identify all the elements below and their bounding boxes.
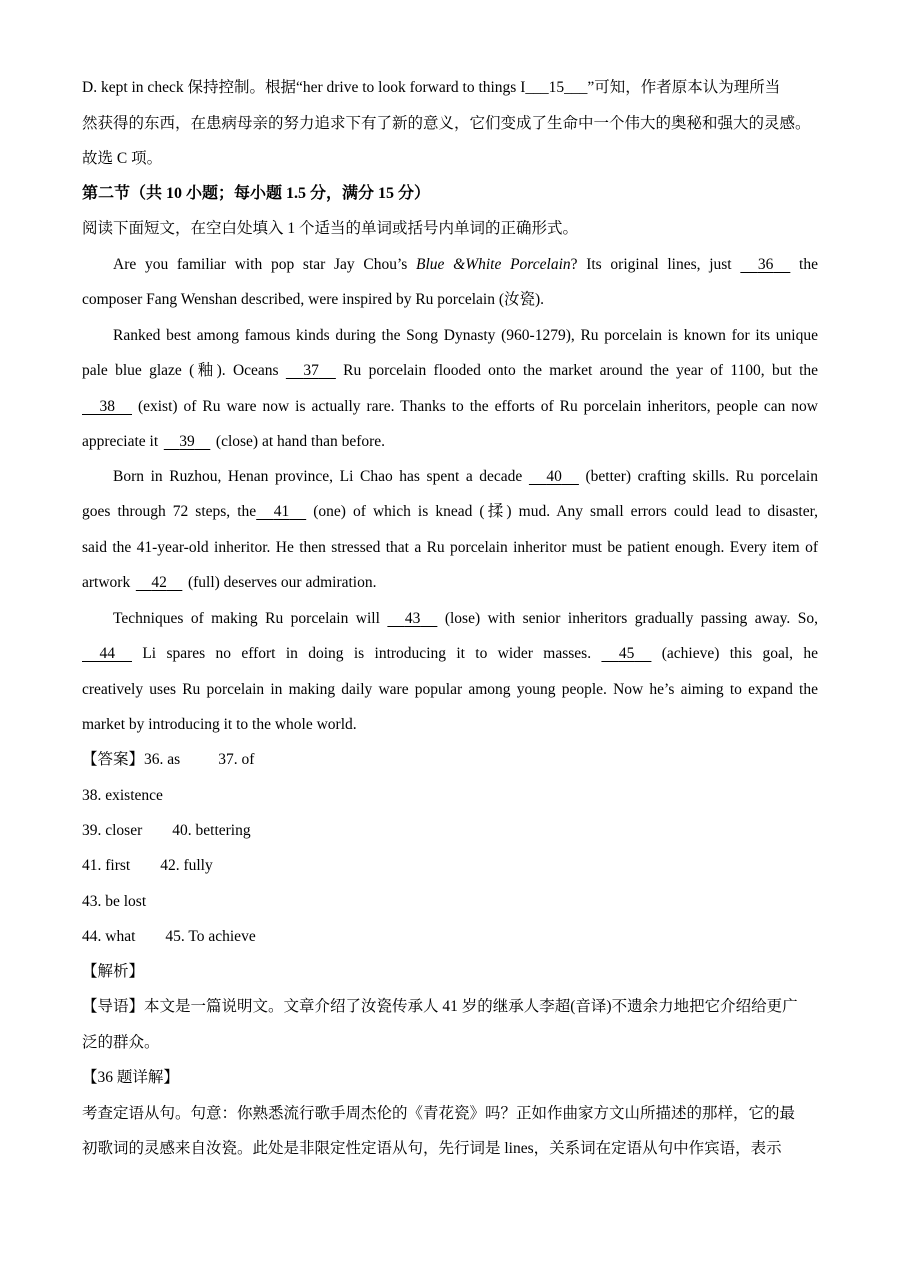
passage-p1-line-1 (113, 255, 818, 275)
q36-line-2: 初歌词的灵感来自汝瓷。此处是非限定性定语从句，先行词是 lines，关系词在定语从句中作宾语，表示 (82, 1140, 782, 1157)
blank-36: 36 (757, 256, 774, 273)
answers-line-39-40 (82, 821, 251, 841)
q36-label: 【36 题详解】 (82, 1069, 179, 1086)
blank-44: 44 (99, 645, 115, 662)
section-instruction: 阅读下面短文，在空白处填入 1 个适当的单词或括号内单词的正确形式。 (82, 220, 579, 237)
passage-p2-line-2 (82, 361, 818, 381)
blank-43: 43 (404, 610, 421, 627)
answer-44: 44. what (82, 928, 136, 945)
passage-text: Techniques of making Ru porcelain will (113, 610, 388, 627)
blank-39: 39 (179, 433, 195, 450)
passage-text: (full) deserves our admiration. (184, 574, 377, 591)
answer-42: 42. fully (160, 857, 213, 874)
answer-40: 40. bettering (172, 822, 251, 839)
passage-p2-line-1: Ranked best among famous kinds during the Song Dynasty (960-1279), Ru porcelain is known for its unique (113, 327, 818, 344)
guide-line-1: 【导语】本文是一篇说明文。文章介绍了汝瓷传承人 41 岁的继承人李超(音译)不遗余力地把它介绍给更广 (82, 998, 798, 1015)
passage-p4-line-1 (113, 609, 818, 629)
analysis-line-1 (82, 78, 780, 98)
passage-p1-line-2: composer Fang Wenshan described, were inspired by Ru porcelain (汝瓷). (82, 291, 545, 308)
answer-39: 39. closer (82, 822, 143, 839)
passage-text: (achieve) this goal, he (651, 645, 818, 662)
analysis-line-3: 故选 C 项。 (82, 150, 163, 167)
answers-line-44-45 (82, 927, 256, 947)
passage-text: (close) at hand than before. (212, 433, 386, 450)
passage-p2-line-4 (82, 432, 385, 452)
passage-p2-line-3 (82, 397, 818, 417)
blank-15: ___15___ (525, 79, 588, 96)
passage-p3-line-1 (113, 467, 818, 487)
answer-45: 45. To achieve (165, 928, 256, 945)
answer-36: 36. as (144, 751, 181, 768)
answers-line-1 (82, 750, 254, 770)
passage-text: (lose) with senior inheritors gradually passing away. So, (437, 610, 818, 627)
answer-37: 37. of (218, 751, 255, 768)
passage-text: Li spares no effort in doing is introducing it to wider masses. (132, 645, 602, 662)
passage-text: (exist) of Ru ware now is actually rare. Thanks to the efforts of Ru porcelain inheritors, people can now (132, 398, 818, 415)
analysis-text: ”可知，作者原本认为理所当 (587, 79, 781, 96)
passage-text: pale blue glaze (釉). Oceans (82, 362, 286, 379)
blank-37: 37 (303, 362, 319, 379)
guide-line-2: 泛的群众。 (82, 1034, 160, 1051)
analysis-line-2: 然获得的东西，在患病母亲的努力追求下有了新的意义，它们变成了生命中一个伟大的奥秘和强大的灵感。 (82, 115, 811, 132)
q36-line-1: 考查定语从句。句意：你熟悉流行歌手周杰伦的《青花瓷》吗？正如作曲家方文山所描述的那样，它的最 (82, 1105, 796, 1122)
explanation-label: 【解析】 (82, 963, 145, 980)
passage-p4-line-4: market by introducing it to the whole world. (82, 716, 357, 733)
analysis-text: D. kept in check 保持控制。根据“her drive to look forward to things I (82, 79, 526, 96)
blank-40: 40 (546, 468, 562, 485)
answer-41: 41. first (82, 857, 131, 874)
passage-p3-line-2 (82, 502, 818, 522)
blank-45: 45 (618, 645, 635, 662)
passage-p3-line-3: said the 41-year-old inheritor. He then stressed that a Ru porcelain inheritor must be patient enough. Every item of (82, 539, 818, 556)
passage-text: goes through 72 steps, the (82, 503, 257, 520)
blank-41: 41 (273, 503, 290, 520)
answers-line-41-42 (82, 856, 213, 876)
passage-text: ? Its original lines, just (570, 256, 741, 273)
passage-p3-line-4 (82, 573, 376, 593)
passage-text: (one) of which is knead (揉) mud. Any small errors could lead to disaster, (306, 503, 818, 520)
answers-label: 【答案】 (82, 751, 145, 768)
passage-text: appreciate it (82, 433, 163, 450)
blank-38: 38 (99, 398, 115, 415)
passage-text: (better) crafting skills. Ru porcelain (578, 468, 818, 485)
song-title: Blue &White Porcelain (416, 256, 571, 273)
answer-43: 43. be lost (82, 893, 147, 910)
passage-text: Are you familiar with pop star Jay Chou’s (113, 256, 417, 273)
section-heading: 第二节（共 10 小题；每小题 1.5 分，满分 15 分） (82, 185, 431, 202)
answer-38: 38. existence (82, 787, 163, 804)
passage-text: the (790, 256, 818, 273)
passage-p4-line-2 (82, 644, 818, 664)
passage-text: Ru porcelain flooded onto the market around the year of 1100, but the (335, 362, 819, 379)
passage-p4-line-3: creatively uses Ru porcelain in making daily ware popular among young people. Now he’s aiming to expand the (82, 681, 818, 698)
passage-text: artwork (82, 574, 135, 591)
passage-text: Born in Ruzhou, Henan province, Li Chao has spent a decade (113, 468, 529, 485)
blank-42: 42 (151, 574, 167, 591)
